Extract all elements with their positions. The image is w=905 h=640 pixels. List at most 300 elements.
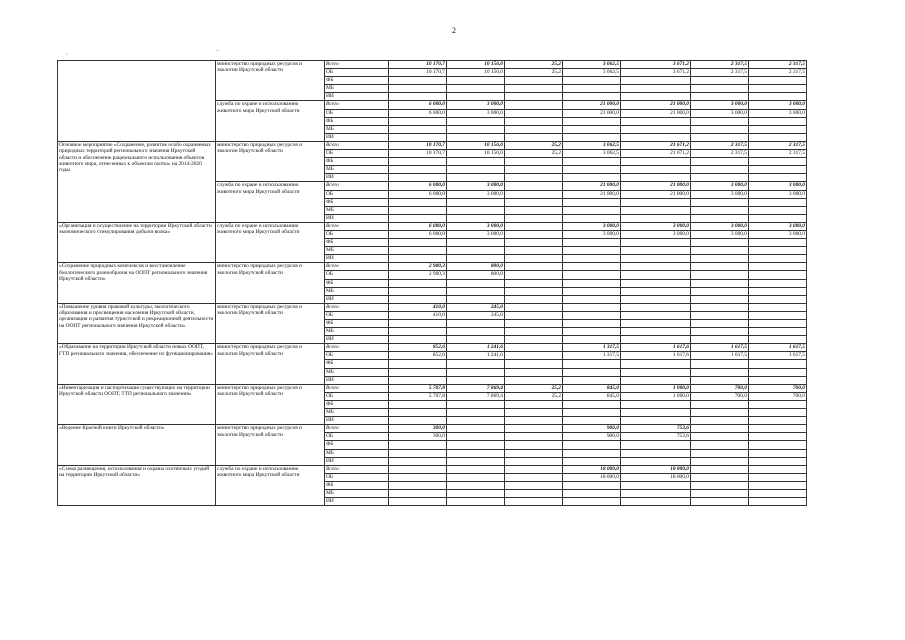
amount-cell <box>447 85 505 93</box>
amount-cell: 10 156,0 <box>447 141 505 149</box>
amount-cell <box>505 93 563 101</box>
amount-cell <box>389 214 447 222</box>
amount-cell <box>447 328 505 336</box>
table-row <box>58 222 807 230</box>
amount-cell <box>505 489 563 497</box>
amount-cell: 3 000,0 <box>447 222 505 230</box>
amount-cell <box>563 311 621 319</box>
amount-cell <box>389 247 447 255</box>
amount-cell <box>505 222 563 230</box>
funding-source-cell: ФБ <box>325 441 389 449</box>
funding-source-cell: МБ <box>325 489 389 497</box>
amount-cell: 300,0 <box>389 425 447 433</box>
amount-cell: 3 000,0 <box>691 230 749 238</box>
funding-source-cell: Всего <box>325 465 389 473</box>
amount-cell <box>749 481 807 489</box>
amount-cell <box>563 206 621 214</box>
amount-cell <box>447 77 505 85</box>
amount-cell <box>749 473 807 481</box>
amount-cell <box>505 158 563 166</box>
amount-cell <box>621 328 691 336</box>
amount-cell <box>447 158 505 166</box>
amount-cell <box>505 473 563 481</box>
amount-cell <box>505 271 563 279</box>
funding-source-cell: ОБ <box>325 473 389 481</box>
amount-cell <box>691 417 749 425</box>
amount-cell: 6 000,0 <box>389 222 447 230</box>
funding-source-cell: ОБ <box>325 311 389 319</box>
amount-cell <box>621 368 691 376</box>
amount-cell <box>563 368 621 376</box>
amount-cell <box>563 279 621 287</box>
amount-cell <box>447 255 505 263</box>
amount-cell <box>505 109 563 117</box>
amount-cell <box>691 85 749 93</box>
amount-cell <box>505 303 563 311</box>
activity-description: «Схема размещения, использования и охраны охотничьих угодий на территории Иркутской области» <box>58 465 216 505</box>
amount-cell <box>749 368 807 376</box>
activity-description: «Инвентаризация и паспортизация существующих на территории Иркутской области ООПТ, ТТП регионального значения» <box>58 384 216 424</box>
amount-cell <box>749 263 807 271</box>
activity-description: «Сохранение природных комплексов и восстановление биологического разнообразия на ООПТ регионального значения Иркутской области» <box>58 263 216 303</box>
amount-cell <box>691 425 749 433</box>
amount-cell <box>505 400 563 408</box>
amount-cell <box>447 449 505 457</box>
amount-cell <box>505 190 563 198</box>
amount-cell <box>447 279 505 287</box>
amount-cell <box>691 125 749 133</box>
funding-source-cell: ИИ <box>325 498 389 506</box>
funding-source-cell: ИИ <box>325 93 389 101</box>
amount-cell <box>691 295 749 303</box>
amount-cell <box>505 449 563 457</box>
amount-cell <box>621 311 691 319</box>
amount-cell <box>447 498 505 506</box>
amount-cell: 10 156,0 <box>447 61 505 69</box>
amount-cell <box>749 320 807 328</box>
amount-cell <box>749 85 807 93</box>
funding-source-cell: ИИ <box>325 295 389 303</box>
amount-cell <box>505 328 563 336</box>
scan-mark: _ <box>216 46 219 52</box>
amount-cell <box>749 295 807 303</box>
amount-cell <box>563 271 621 279</box>
amount-cell <box>749 400 807 408</box>
amount-cell <box>563 239 621 247</box>
amount-cell: 800,0 <box>447 263 505 271</box>
amount-cell <box>749 489 807 497</box>
activity-description: «Образование на территории Иркутской области новых ООПТ, ГТП регионального значения, обеспечение их функционирования» <box>58 344 216 384</box>
amount-cell <box>447 368 505 376</box>
amount-cell <box>389 489 447 497</box>
amount-cell: 10 170,7 <box>389 61 447 69</box>
amount-cell <box>447 425 505 433</box>
amount-cell: 25,2 <box>505 392 563 400</box>
amount-cell: 6 000,0 <box>389 190 447 198</box>
amount-cell <box>505 125 563 133</box>
amount-cell <box>749 198 807 206</box>
amount-cell: 2 317,5 <box>749 141 807 149</box>
amount-cell <box>563 481 621 489</box>
amount-cell <box>447 320 505 328</box>
amount-cell: 410,0 <box>389 303 447 311</box>
amount-cell: 3 000,0 <box>749 190 807 198</box>
amount-cell <box>563 376 621 384</box>
amount-cell <box>691 400 749 408</box>
funding-source-cell: ИИ <box>325 417 389 425</box>
funding-source-cell: ИИ <box>325 457 389 465</box>
amount-cell <box>563 336 621 344</box>
funding-source-cell: ОБ <box>325 271 389 279</box>
amount-cell <box>749 133 807 141</box>
amount-cell <box>563 441 621 449</box>
amount-cell <box>389 239 447 247</box>
amount-cell <box>389 441 447 449</box>
amount-cell <box>389 360 447 368</box>
amount-cell: 3 000,0 <box>621 222 691 230</box>
amount-cell <box>749 457 807 465</box>
amount-cell <box>563 77 621 85</box>
amount-cell <box>749 77 807 85</box>
amount-cell <box>447 206 505 214</box>
amount-cell: 5 707,8 <box>389 392 447 400</box>
amount-cell: 800,0 <box>447 271 505 279</box>
funding-source-cell: МБ <box>325 166 389 174</box>
amount-cell <box>447 481 505 489</box>
amount-cell <box>505 174 563 182</box>
funding-source-cell: ОБ <box>325 352 389 360</box>
amount-cell <box>389 449 447 457</box>
amount-cell <box>389 320 447 328</box>
amount-cell <box>691 368 749 376</box>
amount-cell: 3 671,2 <box>621 61 691 69</box>
amount-cell <box>563 457 621 465</box>
amount-cell <box>505 433 563 441</box>
amount-cell <box>505 368 563 376</box>
amount-cell: 2 317,5 <box>749 61 807 69</box>
amount-cell <box>563 166 621 174</box>
amount-cell: 3 062,5 <box>563 141 621 149</box>
amount-cell <box>621 247 691 255</box>
amount-cell <box>749 328 807 336</box>
activity-description: «Ведение Красной книги Иркутской области» <box>58 425 216 465</box>
amount-cell <box>447 489 505 497</box>
amount-cell <box>691 360 749 368</box>
amount-cell: 1 000,0 <box>621 384 691 392</box>
amount-cell <box>749 271 807 279</box>
funding-source-cell: ФБ <box>325 239 389 247</box>
amount-cell <box>749 409 807 417</box>
amount-cell <box>447 117 505 125</box>
amount-cell: 410,0 <box>389 311 447 319</box>
amount-cell <box>563 93 621 101</box>
amount-cell <box>447 214 505 222</box>
amount-cell <box>691 77 749 85</box>
amount-cell <box>505 101 563 109</box>
amount-cell <box>505 481 563 489</box>
amount-cell: 700,0 <box>691 392 749 400</box>
funding-source-cell: Всего <box>325 425 389 433</box>
funding-source-cell: МБ <box>325 247 389 255</box>
amount-cell: 21 000,0 <box>621 190 691 198</box>
amount-cell <box>505 133 563 141</box>
amount-cell: 1 000,0 <box>621 392 691 400</box>
amount-cell <box>621 125 691 133</box>
table-row <box>58 344 807 352</box>
amount-cell <box>621 93 691 101</box>
amount-cell <box>563 489 621 497</box>
amount-cell <box>691 311 749 319</box>
amount-cell: 1 317,5 <box>563 344 621 352</box>
funding-source-cell: МБ <box>325 206 389 214</box>
amount-cell <box>563 287 621 295</box>
amount-cell <box>389 295 447 303</box>
funding-source-cell: ОБ <box>325 392 389 400</box>
amount-cell <box>691 263 749 271</box>
amount-cell <box>563 409 621 417</box>
amount-cell: 845,0 <box>563 392 621 400</box>
amount-cell <box>749 158 807 166</box>
amount-cell <box>505 117 563 125</box>
amount-cell <box>749 117 807 125</box>
funding-source-cell: ФБ <box>325 198 389 206</box>
funding-source-cell: МБ <box>325 368 389 376</box>
activity-description: «Организация и осуществление на территории Иркутской области экономического стимулирования добычи волка» <box>58 222 216 262</box>
amount-cell <box>389 336 447 344</box>
amount-cell <box>389 166 447 174</box>
amount-cell: 1 617,6 <box>621 344 691 352</box>
funding-source-cell: ОБ <box>325 433 389 441</box>
table-row <box>58 61 807 69</box>
amount-cell <box>749 174 807 182</box>
organization-cell: служба по охране и использованию животного мира Иркутской области <box>216 182 325 222</box>
amount-cell <box>505 263 563 271</box>
amount-cell <box>389 368 447 376</box>
amount-cell <box>505 417 563 425</box>
amount-cell <box>621 441 691 449</box>
funding-source-cell: ФБ <box>325 481 389 489</box>
amount-cell <box>691 481 749 489</box>
amount-cell <box>749 417 807 425</box>
amount-cell <box>691 206 749 214</box>
amount-cell: 1 241,6 <box>447 344 505 352</box>
amount-cell <box>505 295 563 303</box>
amount-cell <box>563 247 621 255</box>
organization-cell: министерство природных ресурсов и экологии Иркутской области <box>216 425 325 465</box>
organization-cell: министерство природных ресурсов и экологии Иркутской области <box>216 303 325 343</box>
amount-cell <box>691 376 749 384</box>
amount-cell <box>505 336 563 344</box>
amount-cell: 21 000,0 <box>563 101 621 109</box>
amount-cell: 3 000,0 <box>691 182 749 190</box>
amount-cell: 25,2 <box>505 69 563 77</box>
funding-source-cell: ИИ <box>325 133 389 141</box>
amount-cell <box>563 400 621 408</box>
amount-cell: 3 000,0 <box>447 101 505 109</box>
amount-cell <box>389 125 447 133</box>
funding-source-cell: ФБ <box>325 320 389 328</box>
amount-cell <box>447 409 505 417</box>
amount-cell <box>749 336 807 344</box>
amount-cell <box>447 295 505 303</box>
amount-cell: 10 156,0 <box>447 69 505 77</box>
amount-cell <box>621 457 691 465</box>
amount-cell <box>447 441 505 449</box>
amount-cell: 6 000,0 <box>389 109 447 117</box>
amount-cell <box>749 247 807 255</box>
table-row <box>58 263 807 271</box>
amount-cell <box>563 498 621 506</box>
amount-cell <box>621 239 691 247</box>
amount-cell <box>505 376 563 384</box>
amount-cell: 3 062,5 <box>563 150 621 158</box>
amount-cell <box>691 93 749 101</box>
amount-cell: 300,0 <box>389 433 447 441</box>
amount-cell <box>389 473 447 481</box>
funding-source-cell: ИИ <box>325 255 389 263</box>
amount-cell <box>505 239 563 247</box>
organization-cell: министерство природных ресурсов и экологии Иркутской области <box>216 344 325 384</box>
amount-cell <box>563 263 621 271</box>
amount-cell: 6 000,0 <box>389 101 447 109</box>
amount-cell: 2 900,3 <box>389 271 447 279</box>
amount-cell <box>389 457 447 465</box>
amount-cell <box>691 158 749 166</box>
table-row <box>58 465 807 473</box>
amount-cell <box>691 320 749 328</box>
amount-cell: 3 000,0 <box>691 222 749 230</box>
organization-cell: министерство природных ресурсов и экологии Иркутской области <box>216 61 325 101</box>
funding-source-cell: МБ <box>325 409 389 417</box>
amount-cell <box>563 133 621 141</box>
amount-cell <box>447 417 505 425</box>
amount-cell: 21 000,0 <box>563 190 621 198</box>
amount-cell <box>447 376 505 384</box>
amount-cell: 753,6 <box>621 433 691 441</box>
amount-cell: 6 000,0 <box>389 230 447 238</box>
amount-cell <box>621 279 691 287</box>
amount-cell <box>621 85 691 93</box>
amount-cell <box>749 287 807 295</box>
amount-cell <box>563 417 621 425</box>
amount-cell <box>447 336 505 344</box>
amount-cell <box>749 214 807 222</box>
amount-cell: 3 000,0 <box>749 230 807 238</box>
amount-cell: 3 671,2 <box>621 69 691 77</box>
amount-cell <box>621 409 691 417</box>
amount-cell <box>563 328 621 336</box>
amount-cell: 21 671,2 <box>621 141 691 149</box>
amount-cell: 1 617,5 <box>691 352 749 360</box>
organization-cell: министерство природных ресурсов и экологии Иркутской области <box>216 141 325 181</box>
amount-cell: 3 000,0 <box>691 101 749 109</box>
amount-cell <box>505 498 563 506</box>
amount-cell: 18 000,0 <box>563 473 621 481</box>
amount-cell: 1 317,5 <box>563 352 621 360</box>
amount-cell: 3 000,0 <box>691 190 749 198</box>
amount-cell <box>691 174 749 182</box>
amount-cell: 2 317,5 <box>749 69 807 77</box>
amount-cell <box>389 174 447 182</box>
amount-cell: 2 317,5 <box>691 61 749 69</box>
amount-cell: 3 000,0 <box>563 230 621 238</box>
amount-cell <box>691 247 749 255</box>
funding-source-cell: МБ <box>325 449 389 457</box>
amount-cell <box>749 449 807 457</box>
amount-cell <box>505 441 563 449</box>
amount-cell <box>563 295 621 303</box>
amount-cell <box>505 465 563 473</box>
amount-cell <box>691 465 749 473</box>
amount-cell <box>505 360 563 368</box>
amount-cell <box>447 198 505 206</box>
amount-cell: 3 000,0 <box>691 109 749 117</box>
amount-cell <box>505 198 563 206</box>
amount-cell <box>749 206 807 214</box>
amount-cell <box>389 279 447 287</box>
amount-cell <box>563 198 621 206</box>
amount-cell: 2 317,5 <box>691 150 749 158</box>
amount-cell <box>505 409 563 417</box>
amount-cell: 852,6 <box>389 344 447 352</box>
amount-cell: 900,0 <box>563 425 621 433</box>
funding-source-cell: ФБ <box>325 400 389 408</box>
amount-cell <box>621 449 691 457</box>
amount-cell <box>389 287 447 295</box>
amount-cell <box>749 239 807 247</box>
funding-source-cell: Всего <box>325 101 389 109</box>
funding-source-cell: ФБ <box>325 117 389 125</box>
amount-cell: 3 000,0 <box>749 182 807 190</box>
amount-cell <box>621 263 691 271</box>
amount-cell <box>505 425 563 433</box>
amount-cell <box>691 336 749 344</box>
scan-mark: , <box>66 50 68 56</box>
amount-cell <box>691 409 749 417</box>
amount-cell: 852,6 <box>389 352 447 360</box>
amount-cell <box>389 93 447 101</box>
amount-cell <box>389 376 447 384</box>
amount-cell <box>691 198 749 206</box>
amount-cell: 1 617,5 <box>749 352 807 360</box>
funding-source-cell: Всего <box>325 384 389 392</box>
amount-cell: 700,0 <box>749 392 807 400</box>
amount-cell <box>621 174 691 182</box>
funding-source-cell: ИИ <box>325 174 389 182</box>
amount-cell <box>621 295 691 303</box>
amount-cell: 21 000,0 <box>621 182 691 190</box>
amount-cell <box>691 441 749 449</box>
amount-cell: 5 707,8 <box>389 384 447 392</box>
amount-cell: 245,0 <box>447 311 505 319</box>
amount-cell <box>505 457 563 465</box>
amount-cell <box>621 287 691 295</box>
amount-cell <box>749 425 807 433</box>
amount-cell: 3 000,0 <box>749 101 807 109</box>
amount-cell: 700,0 <box>749 384 807 392</box>
amount-cell <box>691 473 749 481</box>
amount-cell <box>621 303 691 311</box>
amount-cell <box>447 125 505 133</box>
amount-cell: 7 869,4 <box>447 384 505 392</box>
amount-cell <box>563 320 621 328</box>
amount-cell: 3 000,0 <box>447 109 505 117</box>
amount-cell: 10 170,7 <box>389 69 447 77</box>
amount-cell <box>389 198 447 206</box>
amount-cell <box>447 93 505 101</box>
amount-cell <box>749 303 807 311</box>
funding-source-cell: ФБ <box>325 279 389 287</box>
